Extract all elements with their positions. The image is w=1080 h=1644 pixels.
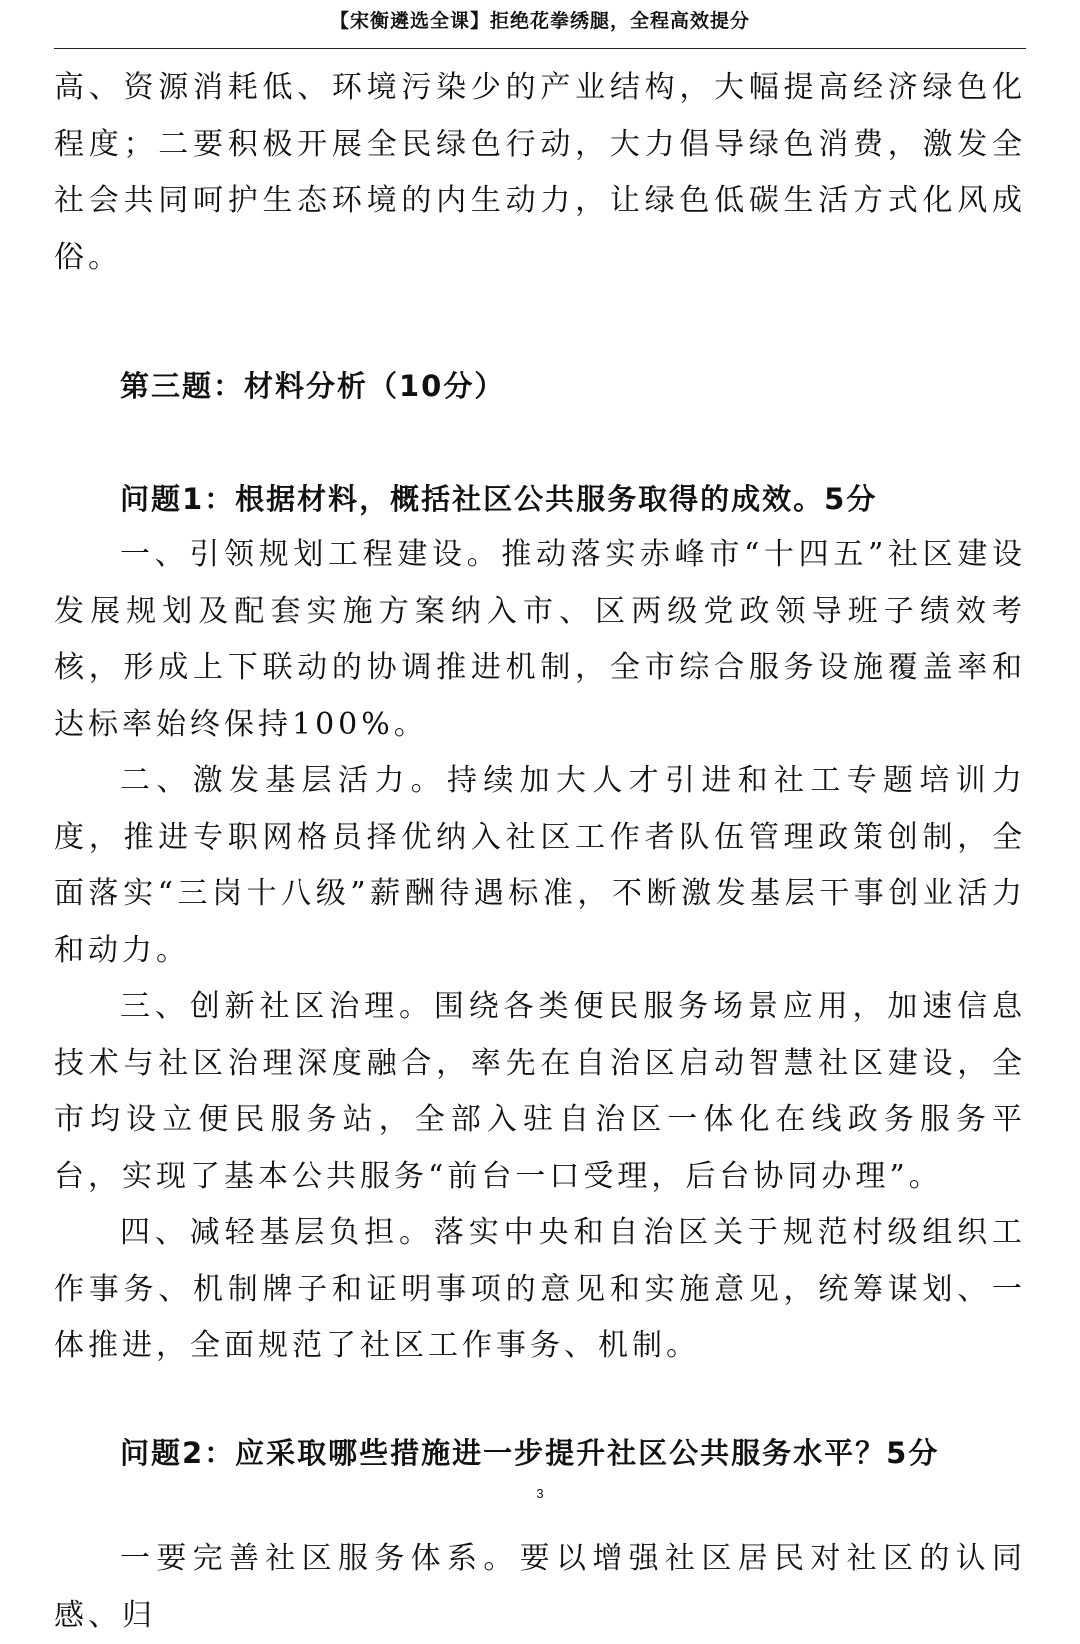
- question-2-title: 问题2：应采取哪些措施进一步提升社区公共服务水平？5分: [120, 1435, 940, 1470]
- spacer: [54, 286, 1026, 358]
- document-header: 【宋衡遴选全课】拒绝花拳绣腿，全程高效提分: [329, 10, 750, 32]
- header-divider: [54, 48, 1026, 49]
- spacer: [54, 415, 1026, 471]
- intro-paragraph: 高、资源消耗低、环境污染少的产业结构，大幅提高经济绿色化程度；二要积极开展全民绿色行动，大力倡导绿色消费，激发全社会共同呵护生态环境的内生动力，让绿色低碳生活方式化风成俗。: [54, 70, 1026, 275]
- answer-1-point-2: 二、激发基层活力。持续加大人才引进和社工专题培训力度，推进专职网格员择优纳入社区工作者队伍管理政策创制，全面落实“三岗十八级”薪酬待遇标准，不断激发基层干事创业活力和动力。: [54, 763, 1026, 968]
- document-body: [54, 60, 1026, 1644]
- question-1-title: 问题1：根据材料，概括社区公共服务取得的成效。5分: [120, 481, 878, 516]
- section-title: 第三题：材料分析（10分）: [120, 369, 506, 403]
- answer-2-point-1: 一要完善社区服务体系。要以增强社区居民对社区的认同感、归: [54, 1541, 1026, 1633]
- spacer: [54, 1375, 1026, 1425]
- page-number: 3: [536, 1486, 544, 1501]
- answer-1-point-1: 一、引领规划工程建设。推动落实赤峰市“十四五”社区建设发展规划及配套实施方案纳入市、区两级党政领导班子绩效考核，形成上下联动的协调推进机制，全市综合服务设施覆盖率和达标率始终保持100%。: [54, 537, 1026, 742]
- answer-1-point-3: 三、创新社区治理。围绕各类便民服务场景应用，加速信息技术与社区治理深度融合，率先在自治区启动智慧社区建设，全市均设立便民服务站，全部入驻自治区一体化在线政务服务平台，实现了基本公共服务“前台一口受理，后台协同办理”。: [54, 989, 1026, 1194]
- answer-1-point-4: 四、减轻基层负担。落实中央和自治区关于规范村级组织工作事务、机制牌子和证明事项的意见和实施意见，统筹谋划、一体推进，全面规范了社区工作事务、机制。: [54, 1215, 1026, 1363]
